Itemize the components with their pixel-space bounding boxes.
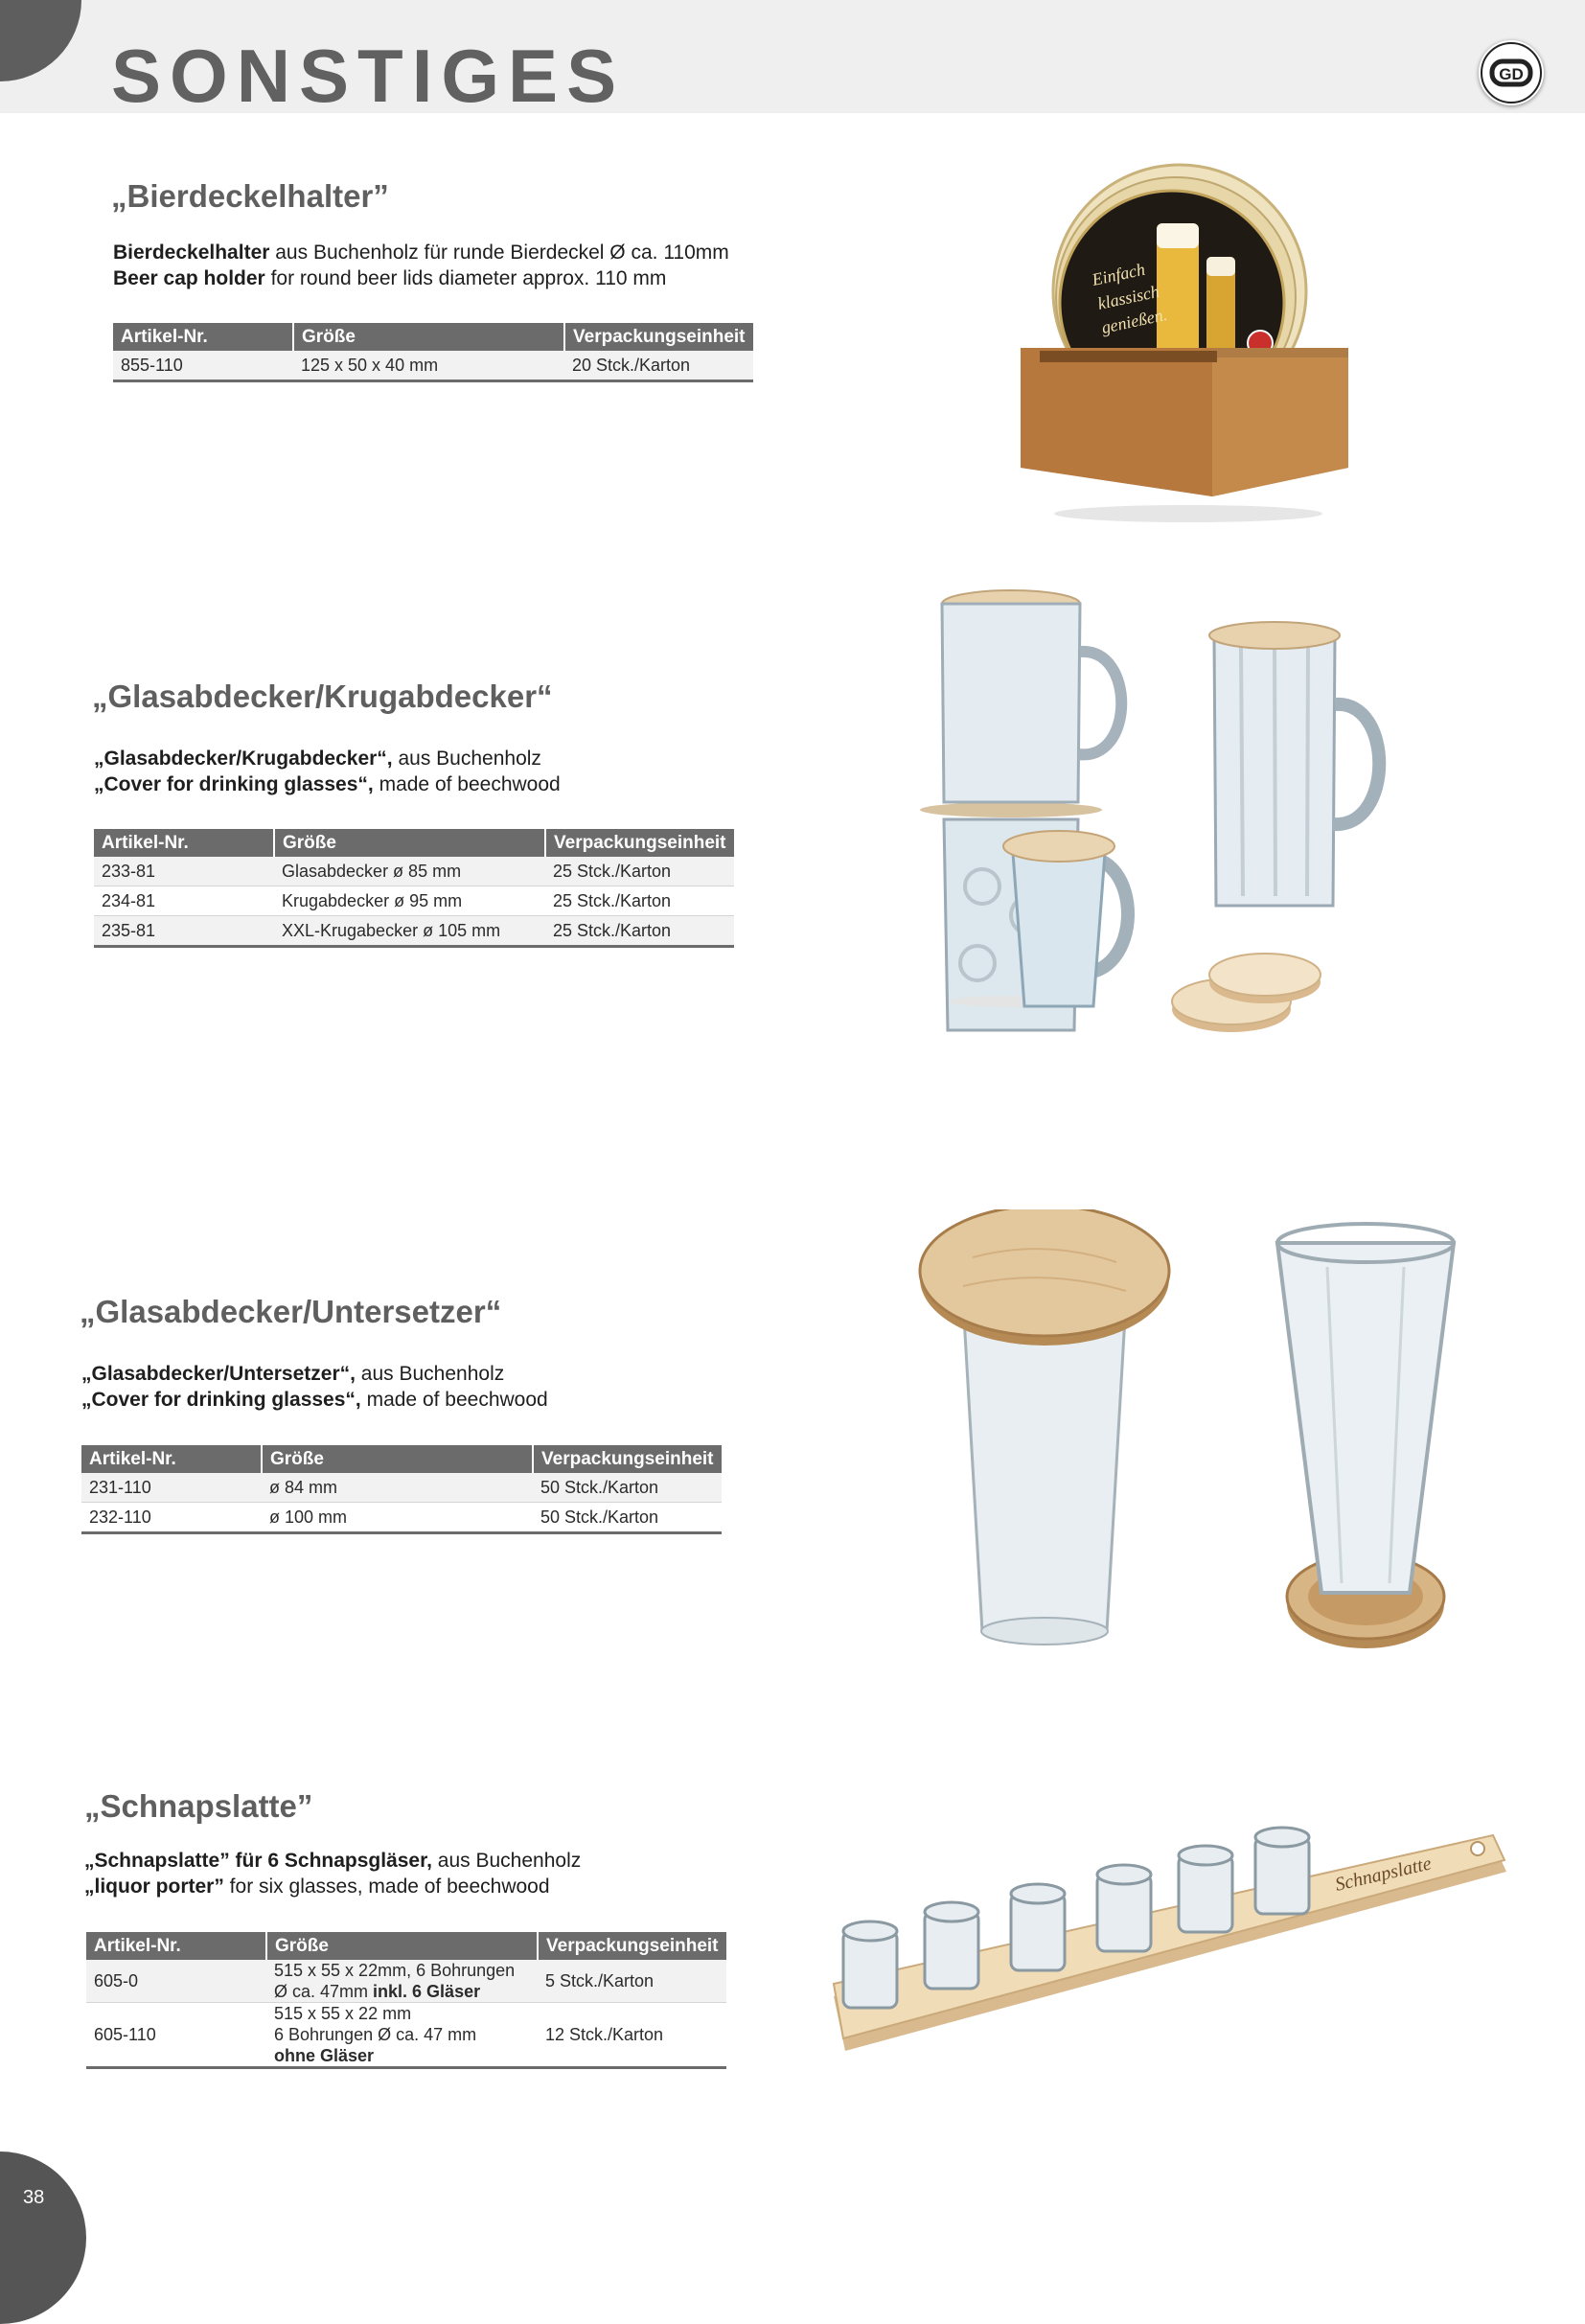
cell-groesse: Krugabdecker ø 95 mm	[274, 886, 545, 916]
section-description	[81, 1361, 548, 1413]
cell-groesse: ø 84 mm	[262, 1473, 533, 1503]
col-verpackungseinheit: Verpackungseinheit	[538, 1932, 726, 1960]
table-row	[94, 916, 734, 947]
table-header-row	[94, 829, 734, 857]
section-title-bierdeckelhalter: „Bierdeckelhalter”	[111, 178, 389, 214]
table-header-row	[113, 323, 753, 351]
col-groesse: Größe	[293, 323, 564, 351]
section-title-glasabdecker-untersetzer: „Glasabdecker/Untersetzer“	[80, 1294, 502, 1329]
cell-artikel-nr: 231-110	[81, 1473, 262, 1503]
table-row	[86, 1960, 726, 2003]
page-number-tab	[0, 2151, 86, 2324]
description-line-de: „Schnapslatte” für 6 Schnapsgläser, aus Buchenholz	[84, 1850, 582, 1872]
cell-artikel-nr: 233-81	[94, 857, 274, 886]
logo-text: GD	[1499, 65, 1524, 83]
table-row	[81, 1473, 722, 1503]
col-groesse: Größe	[266, 1932, 538, 1960]
table-header-row	[81, 1445, 722, 1473]
cell-verpackungseinheit: 12 Stck./Karton	[538, 2003, 726, 2068]
section-title-schnapslatte: „Schnapslatte”	[84, 1788, 313, 1824]
description-line-de: „Glasabdecker/Untersetzer“, aus Buchenholz	[81, 1363, 505, 1385]
col-artikel-nr: Artikel-Nr.	[81, 1445, 262, 1473]
table-header-row	[86, 1932, 726, 1960]
table-row	[113, 351, 753, 381]
page-number: 38	[23, 2187, 45, 2208]
product-table-schnapslatte	[86, 1932, 726, 2069]
product-photo-schnapslatte	[824, 1826, 1514, 2108]
latte-branding: Schnapslatte	[1333, 1852, 1434, 1896]
description-line-en: „liquor porter” for six glasses, made of beechwood	[84, 1875, 550, 1898]
cell-groesse: 515 x 55 x 22mm, 6 Bohrungen Ø ca. 47mm inkl. 6 Gläser	[266, 1960, 538, 2003]
page-title: SONSTIGES	[111, 34, 626, 118]
description-line-en: „Cover for drinking glasses“, made of beechwood	[81, 1389, 548, 1411]
table-row	[86, 2003, 726, 2068]
cell-groesse: XXL-Krugabecker ø 105 mm	[274, 916, 545, 947]
brand-logo	[1479, 40, 1544, 105]
cell-groesse: 125 x 50 x 40 mm	[293, 351, 564, 381]
table-row	[94, 886, 734, 916]
product-table-bierdeckelhalter	[113, 323, 753, 382]
col-artikel-nr: Artikel-Nr.	[86, 1932, 266, 1960]
cell-groesse: 515 x 55 x 22 mm 6 Bohrungen Ø ca. 47 mm ohne Gläser	[266, 2003, 538, 2068]
description-line-de: „Glasabdecker/Krugabdecker“, aus Buchenholz	[94, 748, 541, 770]
cell-artikel-nr: 855-110	[113, 351, 293, 381]
svg-text:klassisch: klassisch	[1095, 281, 1161, 313]
section-title-glasabdecker-krugabdecker: „Glasabdecker/Krugabdecker“	[92, 679, 553, 714]
cell-verpackungseinheit: 5 Stck./Karton	[538, 1960, 726, 2003]
section-description	[84, 1848, 581, 1899]
product-table-glasabdecker-untersetzer	[81, 1445, 722, 1534]
description-line-en: „Cover for drinking glasses“, made of beechwood	[94, 773, 561, 795]
section-description	[113, 240, 729, 291]
cell-verpackungseinheit: 20 Stck./Karton	[564, 351, 753, 381]
col-verpackungseinheit: Verpackungseinheit	[564, 323, 753, 351]
svg-text:genießen.: genießen.	[1099, 304, 1169, 337]
description-line-en: Beer cap holder for round beer lids diameter approx. 110 mm	[113, 267, 667, 289]
cell-verpackungseinheit: 25 Stck./Karton	[545, 886, 734, 916]
col-groesse: Größe	[274, 829, 545, 857]
table-row	[94, 857, 734, 886]
cell-verpackungseinheit: 50 Stck./Karton	[533, 1473, 722, 1503]
product-photo-bierdeckelhalter	[1011, 151, 1366, 530]
cell-verpackungseinheit: 50 Stck./Karton	[533, 1503, 722, 1533]
product-photo-glasabdecker-untersetzer	[915, 1209, 1471, 1665]
table-row	[81, 1503, 722, 1533]
svg-text:Einfach: Einfach	[1090, 259, 1147, 289]
description-line-de: Bierdeckelhalter aus Buchenholz für runde Bierdeckel Ø ca. 110mm	[113, 242, 729, 264]
cell-artikel-nr: 605-110	[86, 2003, 266, 2068]
cell-verpackungseinheit: 25 Stck./Karton	[545, 916, 734, 947]
cell-artikel-nr: 232-110	[81, 1503, 262, 1533]
product-table-glasabdecker-krugabdecker	[94, 829, 734, 948]
cell-groesse: ø 100 mm	[262, 1503, 533, 1533]
col-artikel-nr: Artikel-Nr.	[94, 829, 274, 857]
cell-artikel-nr: 235-81	[94, 916, 274, 947]
cell-artikel-nr: 605-0	[86, 1960, 266, 2003]
col-artikel-nr: Artikel-Nr.	[113, 323, 293, 351]
col-verpackungseinheit: Verpackungseinheit	[533, 1445, 722, 1473]
product-photo-glasabdecker-krugabdecker	[906, 580, 1404, 1054]
section-description	[94, 746, 561, 797]
cell-groesse: Glasabdecker ø 85 mm	[274, 857, 545, 886]
cell-verpackungseinheit: 25 Stck./Karton	[545, 857, 734, 886]
col-groesse: Größe	[262, 1445, 533, 1473]
cell-artikel-nr: 234-81	[94, 886, 274, 916]
col-verpackungseinheit: Verpackungseinheit	[545, 829, 734, 857]
